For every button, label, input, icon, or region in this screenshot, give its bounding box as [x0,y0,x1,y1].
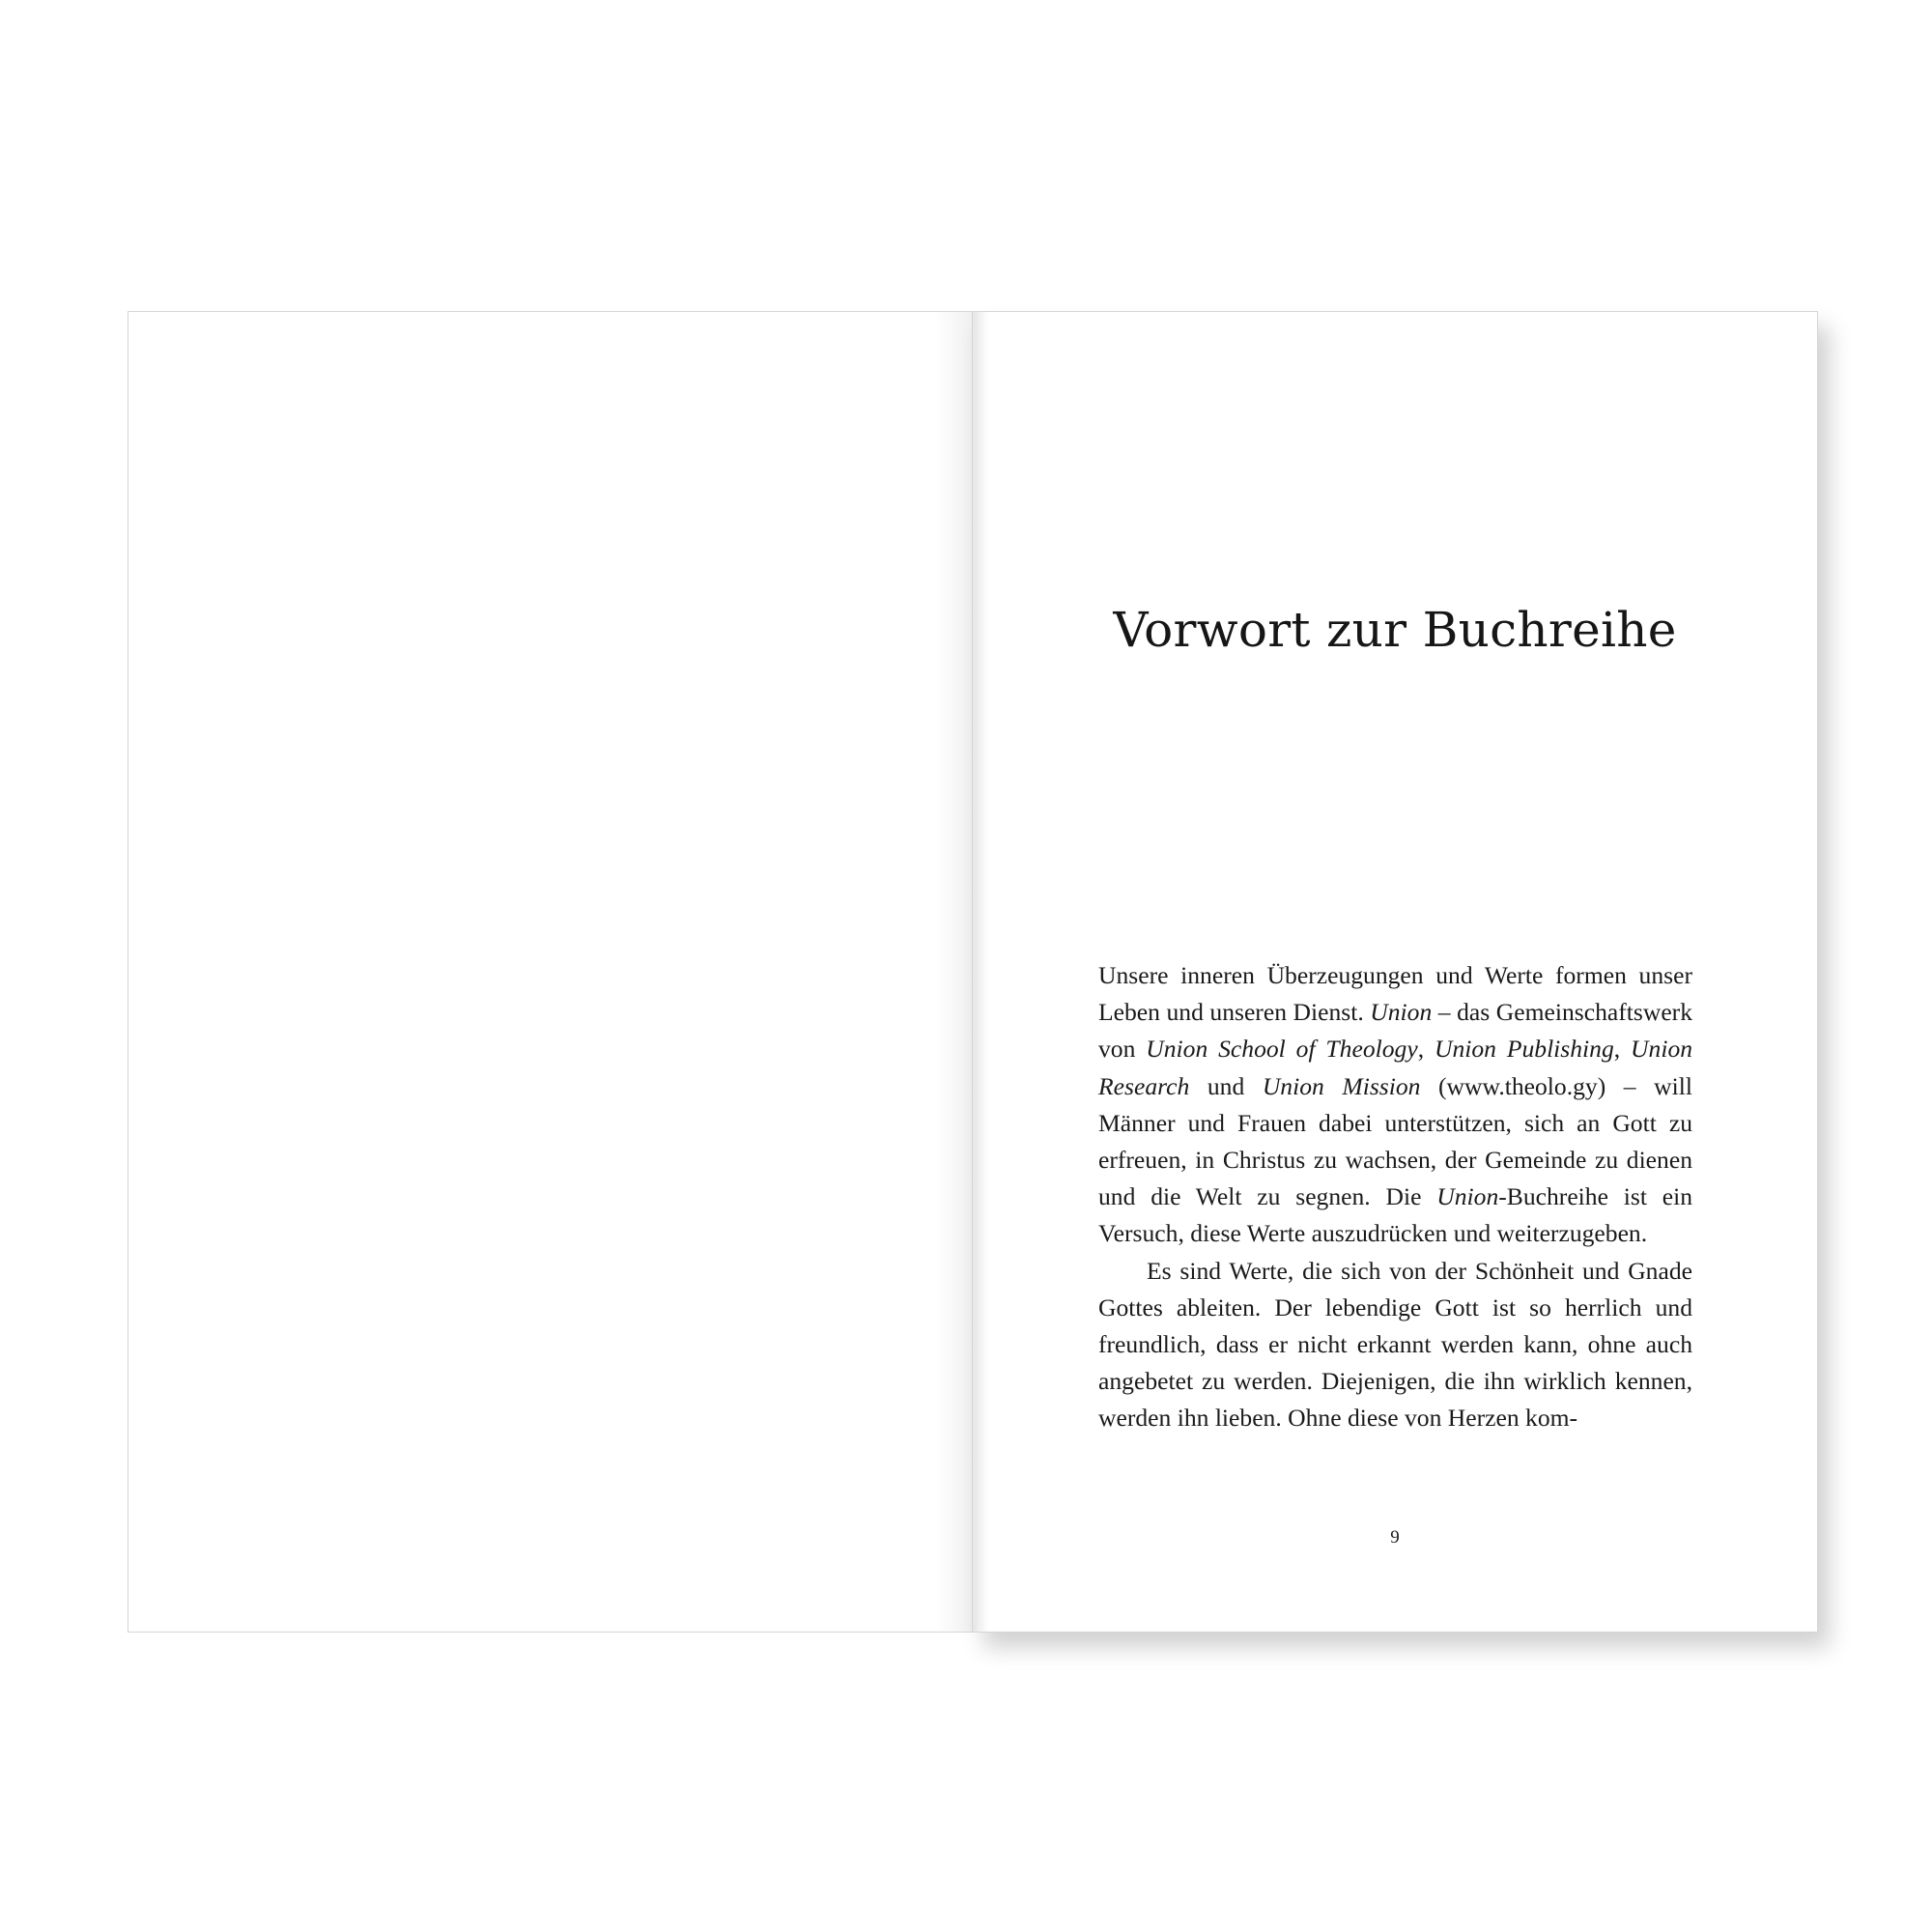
paragraph-1 [1098,957,1692,1253]
text-segment-italic: Union Mission [1262,1071,1421,1100]
gutter-shadow [973,312,988,1632]
body-text [1098,957,1692,1437]
paragraph-2 [1098,1253,1692,1437]
text-segment: und [1189,1071,1263,1100]
text-segment: , [1613,1035,1632,1064]
text-segment: Unsere inneren Überzeugungen und Werte formen unser Leben und unseren Dienst. [1098,961,1692,1027]
text-segment-italic: Union [1370,998,1433,1027]
text-segment: Es sind Werte, die sich von der Schönheit und Gnade Gottes ableiten. Der lebendige Gott ist so herrlich und freundlich, dass er nicht erkannt werden kann, ohne auch angebetet zu werden. Diejenigen, die ihn wirklich kennen, werden ihn lieben. Ohne diese von Herzen kom- [1098,1256,1692,1433]
text-segment-italic: Union School of Theology [1146,1035,1418,1064]
text-segment-italic: Union [1436,1182,1499,1211]
text-segment-italic: Union Research [1098,1035,1693,1100]
text-segment: -Buchreihe ist ein Versuch, diese Werte auszudrücken und weiterzugeben. [1098,1182,1692,1248]
text-segment: , [1417,1035,1435,1064]
chapter-title: Vorwort zur Buchreihe [1113,602,1677,658]
text-segment: – das Gemeinschaftswerk von [1098,998,1692,1064]
right-page [972,311,1818,1633]
text-segment-italic: Union Publishing [1434,1035,1614,1064]
left-page-blank [128,311,974,1633]
page-number: 9 [1390,1527,1400,1548]
text-segment: (www.theolo.gy) – will Männer und Frauen dabei unterstützen, sich an Gott zu erfreuen, in Christus zu wachsen, der Gemeinde zu dienen und die Welt zu segnen. Die [1098,1071,1692,1211]
